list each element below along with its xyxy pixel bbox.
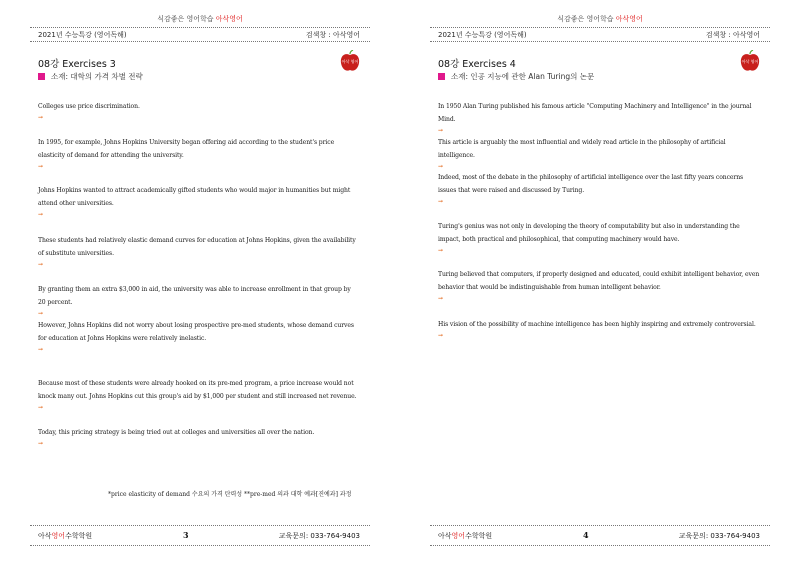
footer-brand-red: 영어 [51, 532, 66, 540]
paragraph-block [38, 426, 360, 449]
footer-brand-pre: 아삭 [438, 532, 452, 540]
paragraph: Johns Hopkins wanted to attract academically gifted students who would major in humanities but might attend other universities. [38, 187, 351, 207]
arrow-icon: → [438, 332, 444, 339]
footer-divider [30, 545, 370, 546]
paragraph-block [438, 171, 760, 207]
arrow-icon: → [38, 163, 44, 170]
header-title: 2021년 수능특강 (영어독해) [438, 31, 527, 39]
footer-contact: 교육문의: 033-764-9403 [678, 532, 760, 540]
paragraph: Turing believed that computers, if properly designed and educated, could exhibit intelligent behavior, even behavior that would be indistinguishable from human intelligent behavior. [438, 271, 760, 291]
topic-text: 소재: 인공 지능에 관한 Alan Turing의 논문 [451, 72, 595, 81]
paragraph-block [38, 136, 360, 172]
paragraph: In 1995, for example, Johns Hopkins University began offering aid according to the student's price elasticity of demand for attending the university. [38, 139, 335, 159]
footer-brand-post: 수학학원 [65, 532, 93, 540]
top-banner [0, 14, 400, 24]
page-footer [38, 531, 360, 543]
header-divider [430, 27, 770, 28]
footer-contact: 교육문의: 033-764-9403 [278, 532, 360, 540]
header-divider [30, 41, 370, 42]
footer-divider [30, 525, 370, 526]
paragraph-block [438, 100, 760, 136]
apple-logo-icon [740, 50, 760, 72]
footer-brand-red: 영어 [451, 532, 466, 540]
footer-brand [38, 532, 92, 540]
top-banner [400, 14, 800, 24]
paragraph-block [438, 268, 760, 304]
header-title: 2021년 수능특강 (영어독해) [38, 31, 127, 39]
arrow-icon: → [438, 198, 444, 205]
arrow-icon: → [38, 261, 44, 268]
banner-brand: 아삭영어 [615, 15, 643, 23]
logo-text: 아삭 영어 [341, 59, 359, 64]
footer-divider [430, 545, 770, 546]
arrow-icon: → [38, 346, 44, 353]
topic-line [38, 71, 143, 82]
paragraph-block [438, 318, 760, 341]
topic-square-icon [438, 73, 445, 80]
banner-brand: 아삭영어 [215, 15, 243, 23]
paragraph: His vision of the possibility of machine intelligence has been highly inspiring and extremely controversial. [438, 321, 756, 328]
page-header [438, 30, 760, 40]
paragraph-block [38, 100, 360, 123]
footer-divider [430, 525, 770, 526]
footer-brand [438, 532, 492, 540]
arrow-icon: → [38, 404, 44, 411]
paragraph: Turing's genius was not only in developing the theory of computability but also in understanding the impact, both practical and philosophical, that computing machinery would have. [438, 223, 740, 243]
paragraph-block [438, 136, 760, 172]
page-right [400, 0, 800, 566]
apple-logo-icon [340, 50, 360, 72]
topic-square-icon [38, 73, 45, 80]
paragraph-block [38, 234, 360, 270]
arrow-icon: → [438, 127, 444, 134]
footnote: *price elasticity of demand 수요의 가격 탄력성 **pre-med 의과 대학 예과[진예과] 과정 [108, 491, 352, 498]
paragraph-block [438, 220, 760, 256]
footer-brand-pre: 아삭 [38, 532, 52, 540]
paragraph: Because most of these students were already hooked on its pre-med program, a price increase would not knock many out. Johns Hopkins cut this group's aid by $1,000 per student and still increased net revenue. [38, 380, 357, 400]
arrow-icon: → [38, 211, 44, 218]
header-divider [430, 41, 770, 42]
banner-text: 식감좋은 영어학습 [557, 15, 616, 23]
page-number: 4 [583, 530, 589, 540]
banner-text: 식감좋은 영어학습 [157, 15, 216, 23]
header-search-hint: 검색창 : 아삭영어 [705, 31, 760, 39]
paragraph-block [38, 377, 360, 413]
paragraph: Colleges use price discrimination. [38, 103, 140, 110]
paragraph-block [38, 319, 360, 355]
arrow-icon: → [438, 163, 444, 170]
arrow-icon: → [438, 247, 444, 254]
paragraph: This article is arguably the most influential and widely read article in the philosophy of artificial intelligence. [438, 139, 726, 159]
paragraph-block [38, 184, 360, 220]
header-search-hint: 검색창 : 아삭영어 [305, 31, 360, 39]
arrow-icon: → [38, 114, 44, 121]
paragraph: However, Johns Hopkins did not worry about losing prospective pre-med students, whose demand curves for education at Johns Hopkins were relatively inelastic. [38, 322, 354, 342]
topic-line [438, 71, 594, 82]
topic-text: 소재: 대학의 가격 차별 전략 [51, 72, 143, 81]
arrow-icon: → [438, 295, 444, 302]
page-footer [438, 531, 760, 543]
header-divider [30, 27, 370, 28]
lesson-title: 08강 Exercises 4 [438, 59, 516, 70]
page-number: 3 [183, 530, 189, 540]
page-header [38, 30, 360, 40]
paragraph: Today, this pricing strategy is being tried out at colleges and universities all over the nation. [38, 429, 315, 436]
paragraph: These students had relatively elastic demand curves for education at Johns Hopkins, given the availability of substitute universities. [38, 237, 356, 257]
arrow-icon: → [38, 440, 44, 447]
paragraph: Indeed, most of the debate in the philosophy of artificial intelligence over the last fifty years concerns issues that were raised and discussed by Turing. [438, 174, 744, 194]
paragraph: By granting them an extra $3,000 in aid, the university was able to increase enrollment in that group by 20 percent. [38, 286, 351, 306]
arrow-icon: → [38, 310, 44, 317]
logo-text: 아삭 영어 [741, 59, 759, 64]
paragraph: In 1950 Alan Turing published his famous article "Computing Machinery and Intelligence" in the journal Mind. [438, 103, 752, 123]
lesson-title: 08강 Exercises 3 [38, 59, 116, 70]
footer-brand-post: 수학학원 [465, 532, 493, 540]
paragraph-block [38, 283, 360, 319]
